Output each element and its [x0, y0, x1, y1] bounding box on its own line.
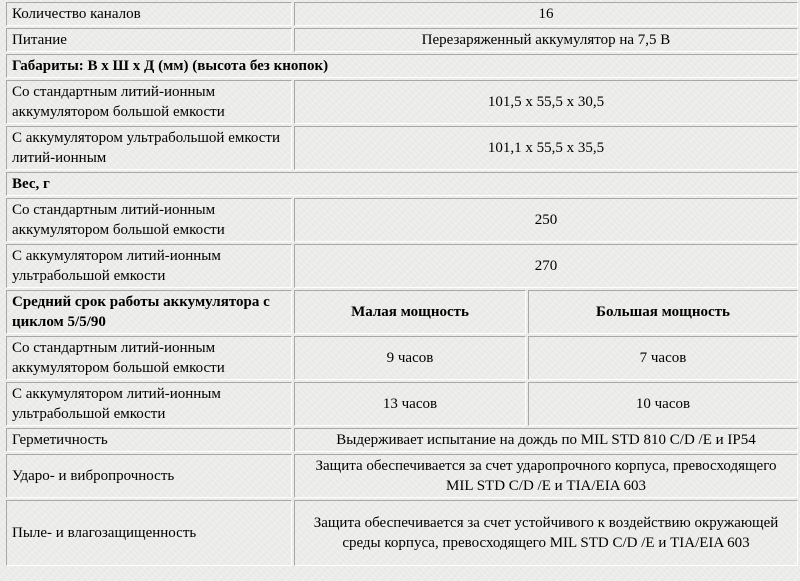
row-value: Защита обеспечивается за счет устойчивого к воздействию окружающей среды корпуса, превосходящего MIL STD C/D /E и TIA/EIA 603: [294, 500, 798, 566]
row-value-high-power: 7 часов: [528, 336, 798, 380]
row-label: С аккумулятором литий-ионным ультрабольшой емкости: [6, 244, 292, 288]
row-value: Выдерживает испытание на дождь по MIL STD 810 C/D /E и IP54: [294, 428, 798, 452]
row-label: С аккумулятором литий-ионным ультрабольшой емкости: [6, 382, 292, 426]
specifications-table: [4, 0, 800, 568]
table-row: [6, 198, 798, 242]
row-label: Со стандартным литий-ионным аккумулятором большой емкости: [6, 336, 292, 380]
row-label: Со стандартным литий-ионным аккумулятором большой емкости: [6, 198, 292, 242]
row-value: 101,1 х 55,5 х 35,5: [294, 126, 798, 170]
section-header-row: [6, 172, 798, 196]
row-value-high-power: 10 часов: [528, 382, 798, 426]
row-value: 101,5 х 55,5 х 30,5: [294, 80, 798, 124]
row-value: 16: [294, 2, 798, 26]
section-header-row: [6, 54, 798, 78]
row-value-low-power: 9 часов: [294, 336, 526, 380]
table-row: [6, 500, 798, 566]
row-label: Со стандартным литий-ионным аккумулятором большой емкости: [6, 80, 292, 124]
row-value: 250: [294, 198, 798, 242]
table-row: [6, 454, 798, 498]
row-value: Перезаряженный аккумулятор на 7,5 В: [294, 28, 798, 52]
table-row: [6, 382, 798, 426]
row-label: Герметичность: [6, 428, 292, 452]
row-value: Защита обеспечивается за счет ударопрочного корпуса, превосходящего MIL STD C/D /E и TIA/EIA 603: [294, 454, 798, 498]
section-header: Средний срок работы аккумулятора с циклом 5/5/90: [6, 290, 292, 334]
row-label: Пыле- и влагозащищенность: [6, 500, 292, 566]
row-value: 270: [294, 244, 798, 288]
row-value-low-power: 13 часов: [294, 382, 526, 426]
column-header-high-power: Большая мощность: [528, 290, 798, 334]
table-row: [6, 244, 798, 288]
section-header: Вес, г: [6, 172, 798, 196]
section-header: Габариты: В х Ш х Д (мм) (высота без кнопок): [6, 54, 798, 78]
column-header-low-power: Малая мощность: [294, 290, 526, 334]
row-label: Питание: [6, 28, 292, 52]
table-row: [6, 336, 798, 380]
table-row: [6, 2, 798, 26]
table-row: [6, 126, 798, 170]
row-label: С аккумулятором ультрабольшой емкости литий-ионным: [6, 126, 292, 170]
table-row: [6, 428, 798, 452]
table-row: [6, 28, 798, 52]
row-label: Количество каналов: [6, 2, 292, 26]
section-header-row: [6, 290, 798, 334]
row-label: Ударо- и вибропрочность: [6, 454, 292, 498]
table-row: [6, 80, 798, 124]
